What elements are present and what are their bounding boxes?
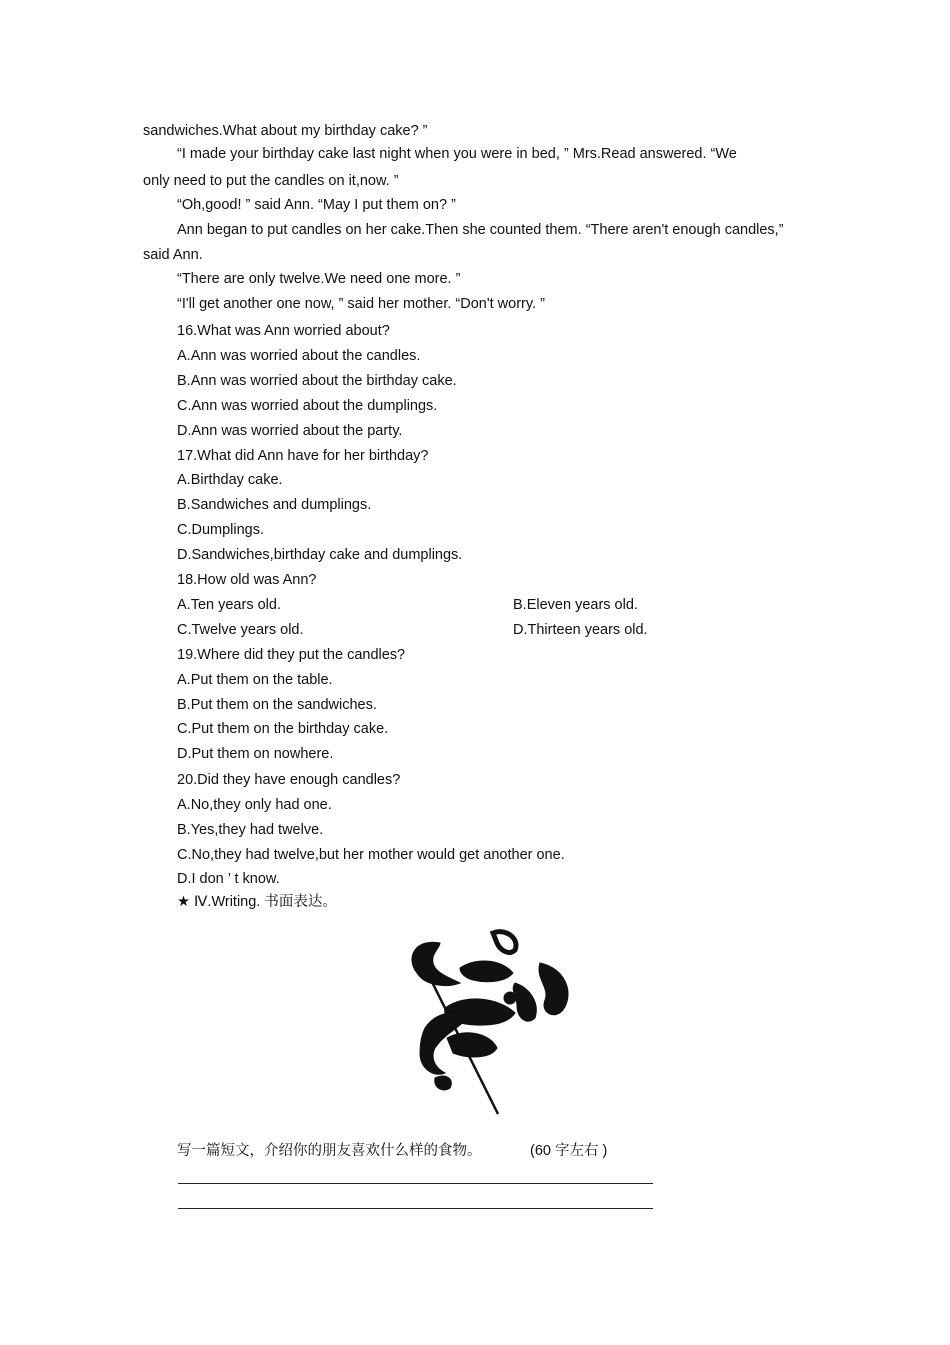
option-16d: D.Ann was worried about the party. [177,423,403,439]
option-19d: D.Put them on nowhere. [177,746,334,762]
passage-line-2: “I made your birthday cake last night when you were in bed, ” Mrs.Read answered. “We [177,146,737,162]
option-20c: C.No,they had twelve,but her mother would get another one. [177,847,565,863]
writing-heading: ★ Ⅳ.Writing. 书面表达。 [177,894,337,910]
option-17a: A.Birthday cake. [177,472,283,488]
option-20b: B.Yes,they had twelve. [177,822,324,838]
option-18c: C.Twelve years old. [177,622,304,638]
kebab-illustration [405,928,585,1118]
option-17b: B.Sandwiches and dumplings. [177,497,372,513]
option-18d: D.Thirteen years old. [513,622,648,638]
question-18: 18.How old was Ann? [177,572,317,588]
option-16c: C.Ann was worried about the dumplings. [177,398,438,414]
option-19a: A.Put them on the table. [177,672,333,688]
answer-line-1[interactable] [178,1183,653,1184]
option-18a: A.Ten years old. [177,597,281,613]
passage-line-4: “Oh,good! ” said Ann. “May I put them on? ” [177,197,456,213]
option-17c: C.Dumplings. [177,522,265,538]
question-17: 17.What did Ann have for her birthday? [177,448,429,464]
option-17d: D.Sandwiches,birthday cake and dumplings. [177,547,463,563]
question-20: 20.Did they have enough candles? [177,772,401,788]
passage-line-5: Ann began to put candles on her cake.Then she counted them. “There aren't enough candles,” [177,222,784,238]
passage-line-8: “I'll get another one now, ” said her mother. “Don't worry. ” [177,296,545,312]
question-16: 16.What was Ann worried about? [177,323,390,339]
option-19b: B.Put them on the sandwiches. [177,697,377,713]
option-19c: C.Put them on the birthday cake. [177,721,389,737]
passage-line-1: sandwiches.What about my birthday cake? ” [143,123,428,139]
word-count: (60 字左右 ) [530,1143,608,1159]
writing-prompt: 写一篇短文，介绍你的朋友喜欢什么样的食物。 [177,1143,482,1159]
option-16b: B.Ann was worried about the birthday cake. [177,373,457,389]
question-19: 19.Where did they put the candles? [177,647,406,663]
answer-line-2[interactable] [178,1208,653,1209]
passage-line-7: “There are only twelve.We need one more. ” [177,271,461,287]
passage-line-6: said Ann. [143,247,203,263]
option-18b: B.Eleven years old. [513,597,638,613]
option-16a: A.Ann was worried about the candles. [177,348,421,364]
option-20d: D.I don ’ t know. [177,871,280,887]
passage-line-3: only need to put the candles on it,now. ” [143,173,399,189]
option-20a: A.No,they only had one. [177,797,332,813]
